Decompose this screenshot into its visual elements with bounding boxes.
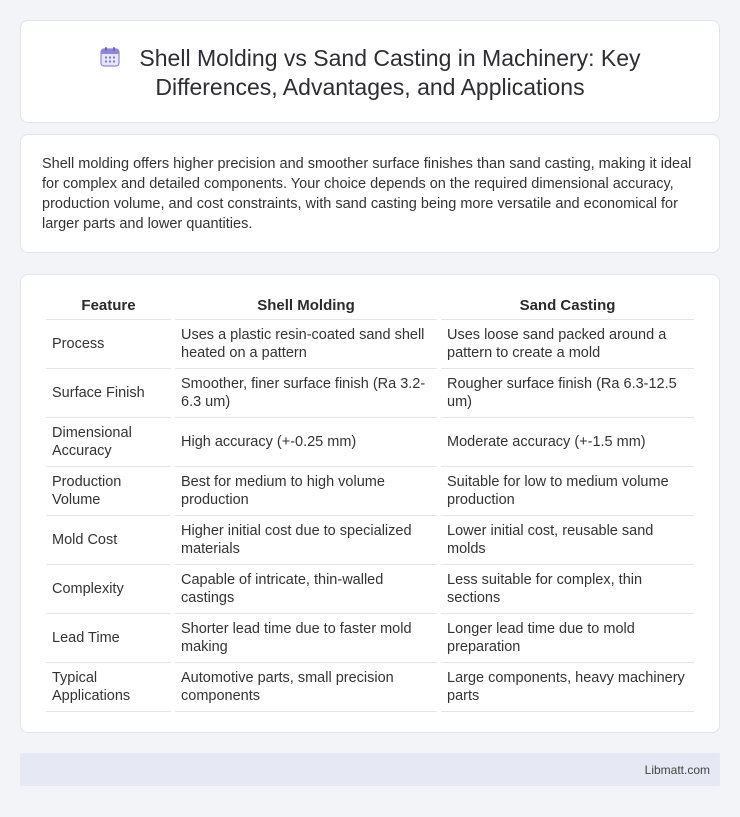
row-sand-casting: Moderate accuracy (+-1.5 mm)	[441, 418, 694, 467]
table-row	[46, 614, 694, 663]
row-sand-casting: Longer lead time due to mold preparation	[441, 614, 694, 663]
row-sand-casting: Lower initial cost, reusable sand molds	[441, 516, 694, 565]
table-row	[46, 369, 694, 418]
row-shell-molding: Automotive parts, small precision components	[175, 663, 437, 712]
table-header-row	[46, 294, 694, 320]
header-sand-casting: Sand Casting	[441, 294, 694, 320]
row-feature: Production Volume	[46, 467, 171, 516]
row-feature: Complexity	[46, 565, 171, 614]
summary-card	[20, 134, 720, 253]
page-title-text: Shell Molding vs Sand Casting in Machinery: Key Differences, Advantages, and Applications	[139, 45, 641, 100]
page-title	[21, 44, 719, 102]
summary-text: Shell molding offers higher precision and smoother surface finishes than sand casting, making it ideal for complex and detailed components. Your choice depends on the required dimensional accuracy, production volume, and cost constraints, with sand casting being more versatile and economical for larger parts and lower quantities.	[42, 156, 692, 232]
comparison-table	[42, 294, 698, 712]
row-feature: Mold Cost	[46, 516, 171, 565]
footer-bar	[20, 753, 720, 786]
row-feature: Dimensional Accuracy	[46, 418, 171, 467]
row-shell-molding: Higher initial cost due to specialized materials	[175, 516, 437, 565]
footer-site-link[interactable]: Libmatt.com	[644, 763, 710, 777]
row-feature: Surface Finish	[46, 369, 171, 418]
row-sand-casting: Large components, heavy machinery parts	[441, 663, 694, 712]
calendar-icon	[99, 46, 121, 68]
row-sand-casting: Uses loose sand packed around a pattern to create a mold	[441, 320, 694, 369]
header-feature: Feature	[46, 294, 171, 320]
table-row	[46, 467, 694, 516]
row-shell-molding: High accuracy (+-0.25 mm)	[175, 418, 437, 467]
row-shell-molding: Capable of intricate, thin-walled castings	[175, 565, 437, 614]
header-shell-molding: Shell Molding	[175, 294, 437, 320]
title-card	[20, 20, 720, 123]
row-feature: Process	[46, 320, 171, 369]
table-row	[46, 663, 694, 712]
row-shell-molding: Uses a plastic resin-coated sand shell heated on a pattern	[175, 320, 437, 369]
row-feature: Lead Time	[46, 614, 171, 663]
row-shell-molding: Shorter lead time due to faster mold making	[175, 614, 437, 663]
row-sand-casting: Rougher surface finish (Ra 6.3-12.5 um)	[441, 369, 694, 418]
row-sand-casting: Suitable for low to medium volume production	[441, 467, 694, 516]
comparison-table-card	[20, 274, 720, 733]
table-row	[46, 565, 694, 614]
row-shell-molding: Smoother, finer surface finish (Ra 3.2-6.3 um)	[175, 369, 437, 418]
table-row	[46, 516, 694, 565]
table-row	[46, 320, 694, 369]
row-sand-casting: Less suitable for complex, thin sections	[441, 565, 694, 614]
table-row	[46, 418, 694, 467]
row-feature: Typical Applications	[46, 663, 171, 712]
row-shell-molding: Best for medium to high volume production	[175, 467, 437, 516]
